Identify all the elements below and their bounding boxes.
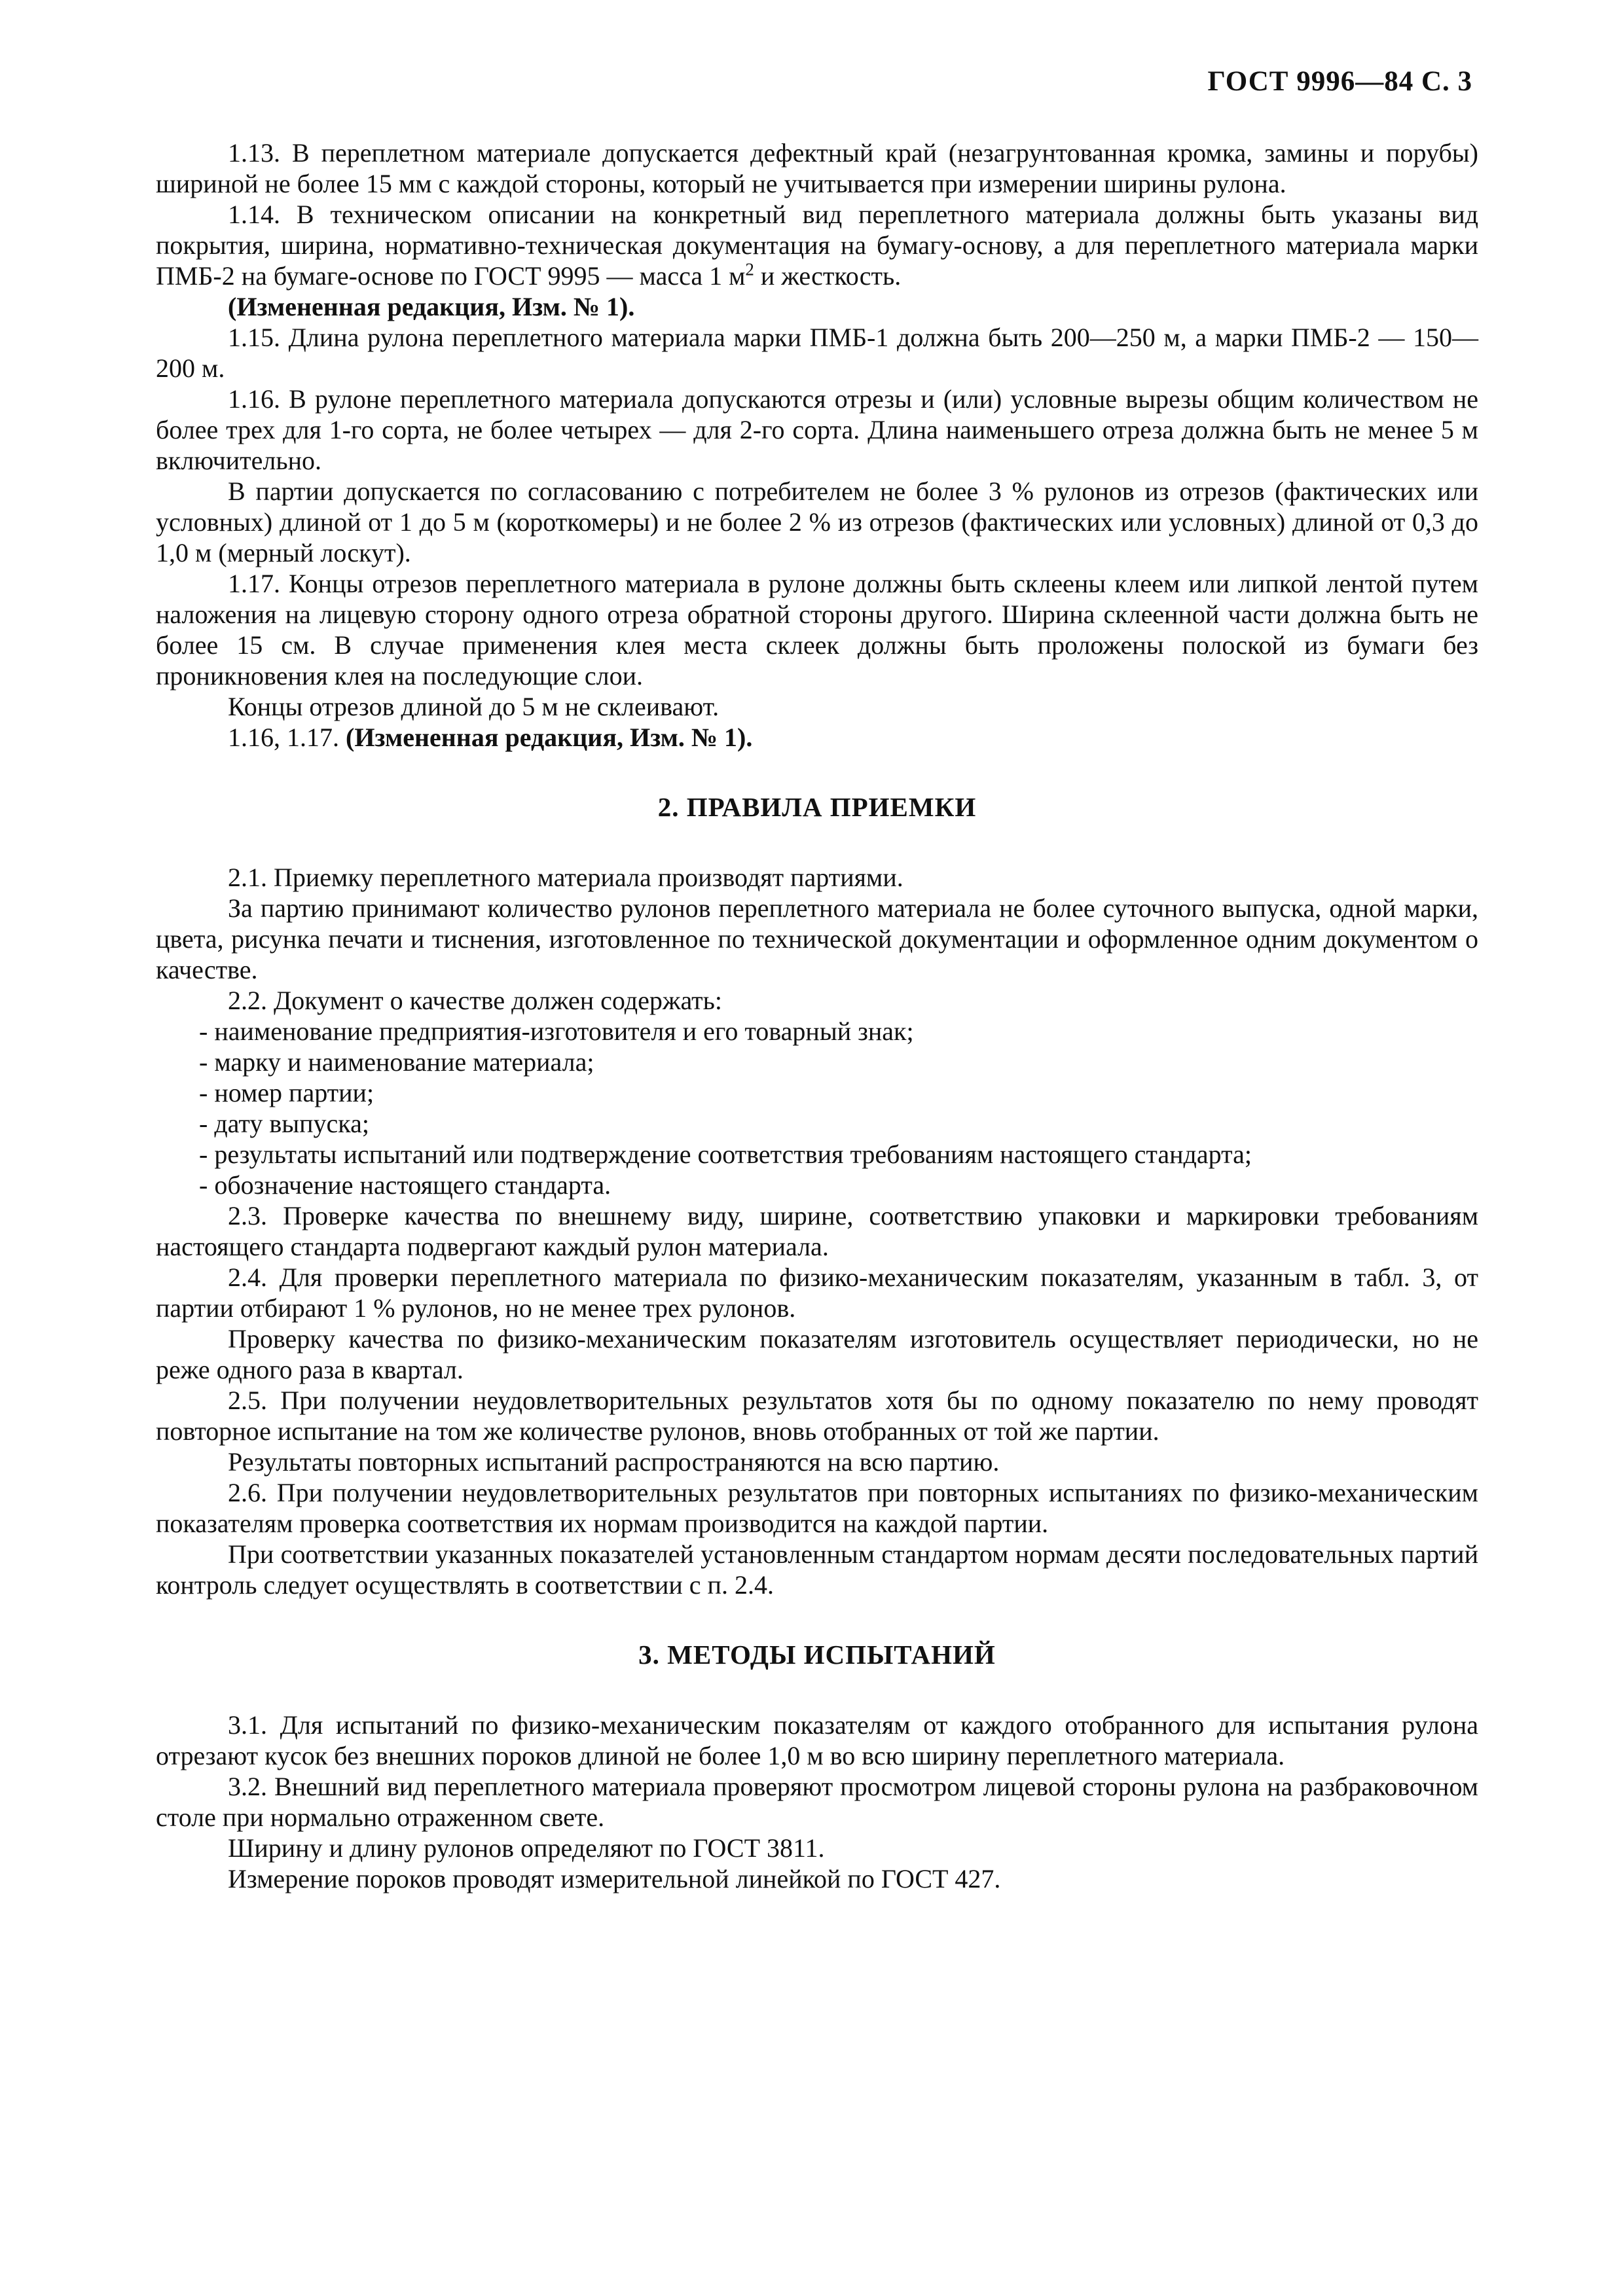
spacer — [156, 1670, 1478, 1710]
spacer — [156, 753, 1478, 792]
amendment-note-2 — [156, 722, 1478, 753]
paragraph-1-15: 1.15. Длина рулона переплетного материала марки ПМБ-1 должна быть 200—250 м, а марки ПМБ-2 — 150—200 м. — [156, 323, 1478, 383]
list-item: - дату выпуска; — [199, 1109, 369, 1138]
paragraph-2-1-b: За партию принимают количество рулонов переплетного материала не более суточного выпуска, одной марки, цвета, рисунка печати и тиснения, изготовленное по технической документации и оформленное одним документом о качестве. — [156, 893, 1478, 984]
list-item: - наименование предприятия-изготовителя и его товарный знак; — [199, 1016, 914, 1046]
paragraph-1-14-text: 1.14. В техническом описании на конкретный вид переплетного материала должны быть указаны вид покрытия, ширина, нормативно-техническая документация на бумагу-основу, а для переплетного материала марки ПМБ-2 на бумаге-основе по ГОСТ 9995 — масса 1 м — [156, 200, 1478, 291]
amendment-note-2-prefix: 1.16, 1.17. — [228, 723, 346, 752]
paragraph-3-2: 3.2. Внешний вид переплетного материала проверяют просмотром лицевой стороны рулона на разбраковочном столе при нормально отраженном свете. — [156, 1772, 1478, 1832]
paragraph-1-13: 1.13. В переплетном материале допускается дефектный край (незагрунтованная кромка, замины и порубы) шириной не более 15 мм с каждой стороны, который не учитывается при измерении ширины рулона. — [156, 138, 1478, 198]
paragraph-1-14 — [156, 199, 1478, 291]
paragraph-1-16: 1.16. В рулоне переплетного материала допускаются отрезы и (или) условные вырезы общим количеством не более трех для 1-го сорта, не более четырех — для 2-го сорта. Длина наименьшего отреза должна быть не менее 5 м включительно. — [156, 384, 1478, 475]
paragraph-1-14-end: и жесткость. — [754, 261, 902, 291]
page-header: ГОСТ 9996—84 С. 3 — [1207, 66, 1472, 97]
paragraph-2-5: 2.5. При получении неудовлетворительных результатов хотя бы по одному показателю по нему проводят повторное испытание на том же количестве рулонов, вновь отобранных от той же партии. — [156, 1386, 1478, 1446]
paragraph-1-16-b: В партии допускается по согласованию с потребителем не более 3 % рулонов из отрезов (фактических или условных) длиной от 1 до 5 м (короткомеры) и не более 2 % из отрезов (фактических или условных) длиной от 0,3 до 1,0 м (мерный лоскут). — [156, 476, 1478, 567]
spacer — [156, 1600, 1478, 1640]
paragraph-2-6: 2.6. При получении неудовлетворительных результатов при повторных испытаниях по физико-механическим показателям проверка соответствия их нормам производится на каждой партии. — [156, 1478, 1478, 1538]
amendment-note-2-text: (Измененная редакция, Изм. № 1). — [346, 723, 753, 752]
list-item: - номер партии; — [199, 1078, 374, 1107]
paragraph-3-2-b: Ширину и длину рулонов определяют по ГОСТ 3811. — [228, 1833, 825, 1863]
paragraph-3-1: 3.1. Для испытаний по физико-механическим показателям от каждого отобранного для испытания рулона отрезают кусок без внешних пороков длиной не более 1,0 м во всю ширину переплетного материала. — [156, 1710, 1478, 1770]
superscript-2: 2 — [745, 259, 754, 279]
list-item: - результаты испытаний или подтверждение соответствия требованиям настоящего стандарта; — [199, 1139, 1252, 1169]
section-title-3: 3. МЕТОДЫ ИСПЫТАНИЙ — [638, 1640, 996, 1670]
paragraph-2-5-b: Результаты повторных испытаний распространяются на всю партию. — [228, 1447, 1000, 1477]
paragraph-2-6-b: При соответствии указанных показателей установленным стандартом нормам десяти последовательных партий контроль следует осуществлять в соответствии с п. 2.4. — [156, 1539, 1478, 1600]
list-item: - обозначение настоящего стандарта. — [199, 1170, 611, 1200]
paragraph-2-4: 2.4. Для проверки переплетного материала по физико-механическим показателям, указанным в табл. 3, от партии отбирают 1 % рулонов, но не менее трех рулонов. — [156, 1263, 1478, 1323]
document-body — [156, 137, 1478, 1894]
amendment-note-1: (Измененная редакция, Изм. № 1). — [228, 292, 635, 321]
paragraph-2-2: 2.2. Документ о качестве должен содержать: — [228, 986, 723, 1015]
paragraph-2-3: 2.3. Проверке качества по внешнему виду, ширине, соответствию упаковки и маркировки требованиям настоящего стандарта подвергают каждый рулон материала. — [156, 1201, 1478, 1261]
spacer — [156, 823, 1478, 862]
section-title-2: 2. ПРАВИЛА ПРИЕМКИ — [657, 792, 977, 822]
paragraph-1-17: 1.17. Концы отрезов переплетного материала в рулоне должны быть склеены клеем или липкой лентой путем наложения на лицевую сторону одного отреза обратной стороны другого. Ширина склеенной части должна быть не более 15 см. В случае применения клея места склеек должны быть проложены полоской из бумаги без проникновения клея на последующие слои. — [156, 569, 1478, 691]
paragraph-2-4-b: Проверку качества по физико-механическим показателям изготовитель осуществляет периодически, но не реже одного раза в квартал. — [156, 1324, 1478, 1384]
list-item: - марку и наименование материала; — [199, 1047, 594, 1077]
paragraph-3-2-c: Измерение пороков проводят измерительной линейкой по ГОСТ 427. — [228, 1864, 1001, 1893]
paragraph-2-1: 2.1. Приемку переплетного материала производят партиями. — [228, 863, 903, 892]
paragraph-1-17-b: Концы отрезов длиной до 5 м не склеивают. — [228, 692, 720, 721]
